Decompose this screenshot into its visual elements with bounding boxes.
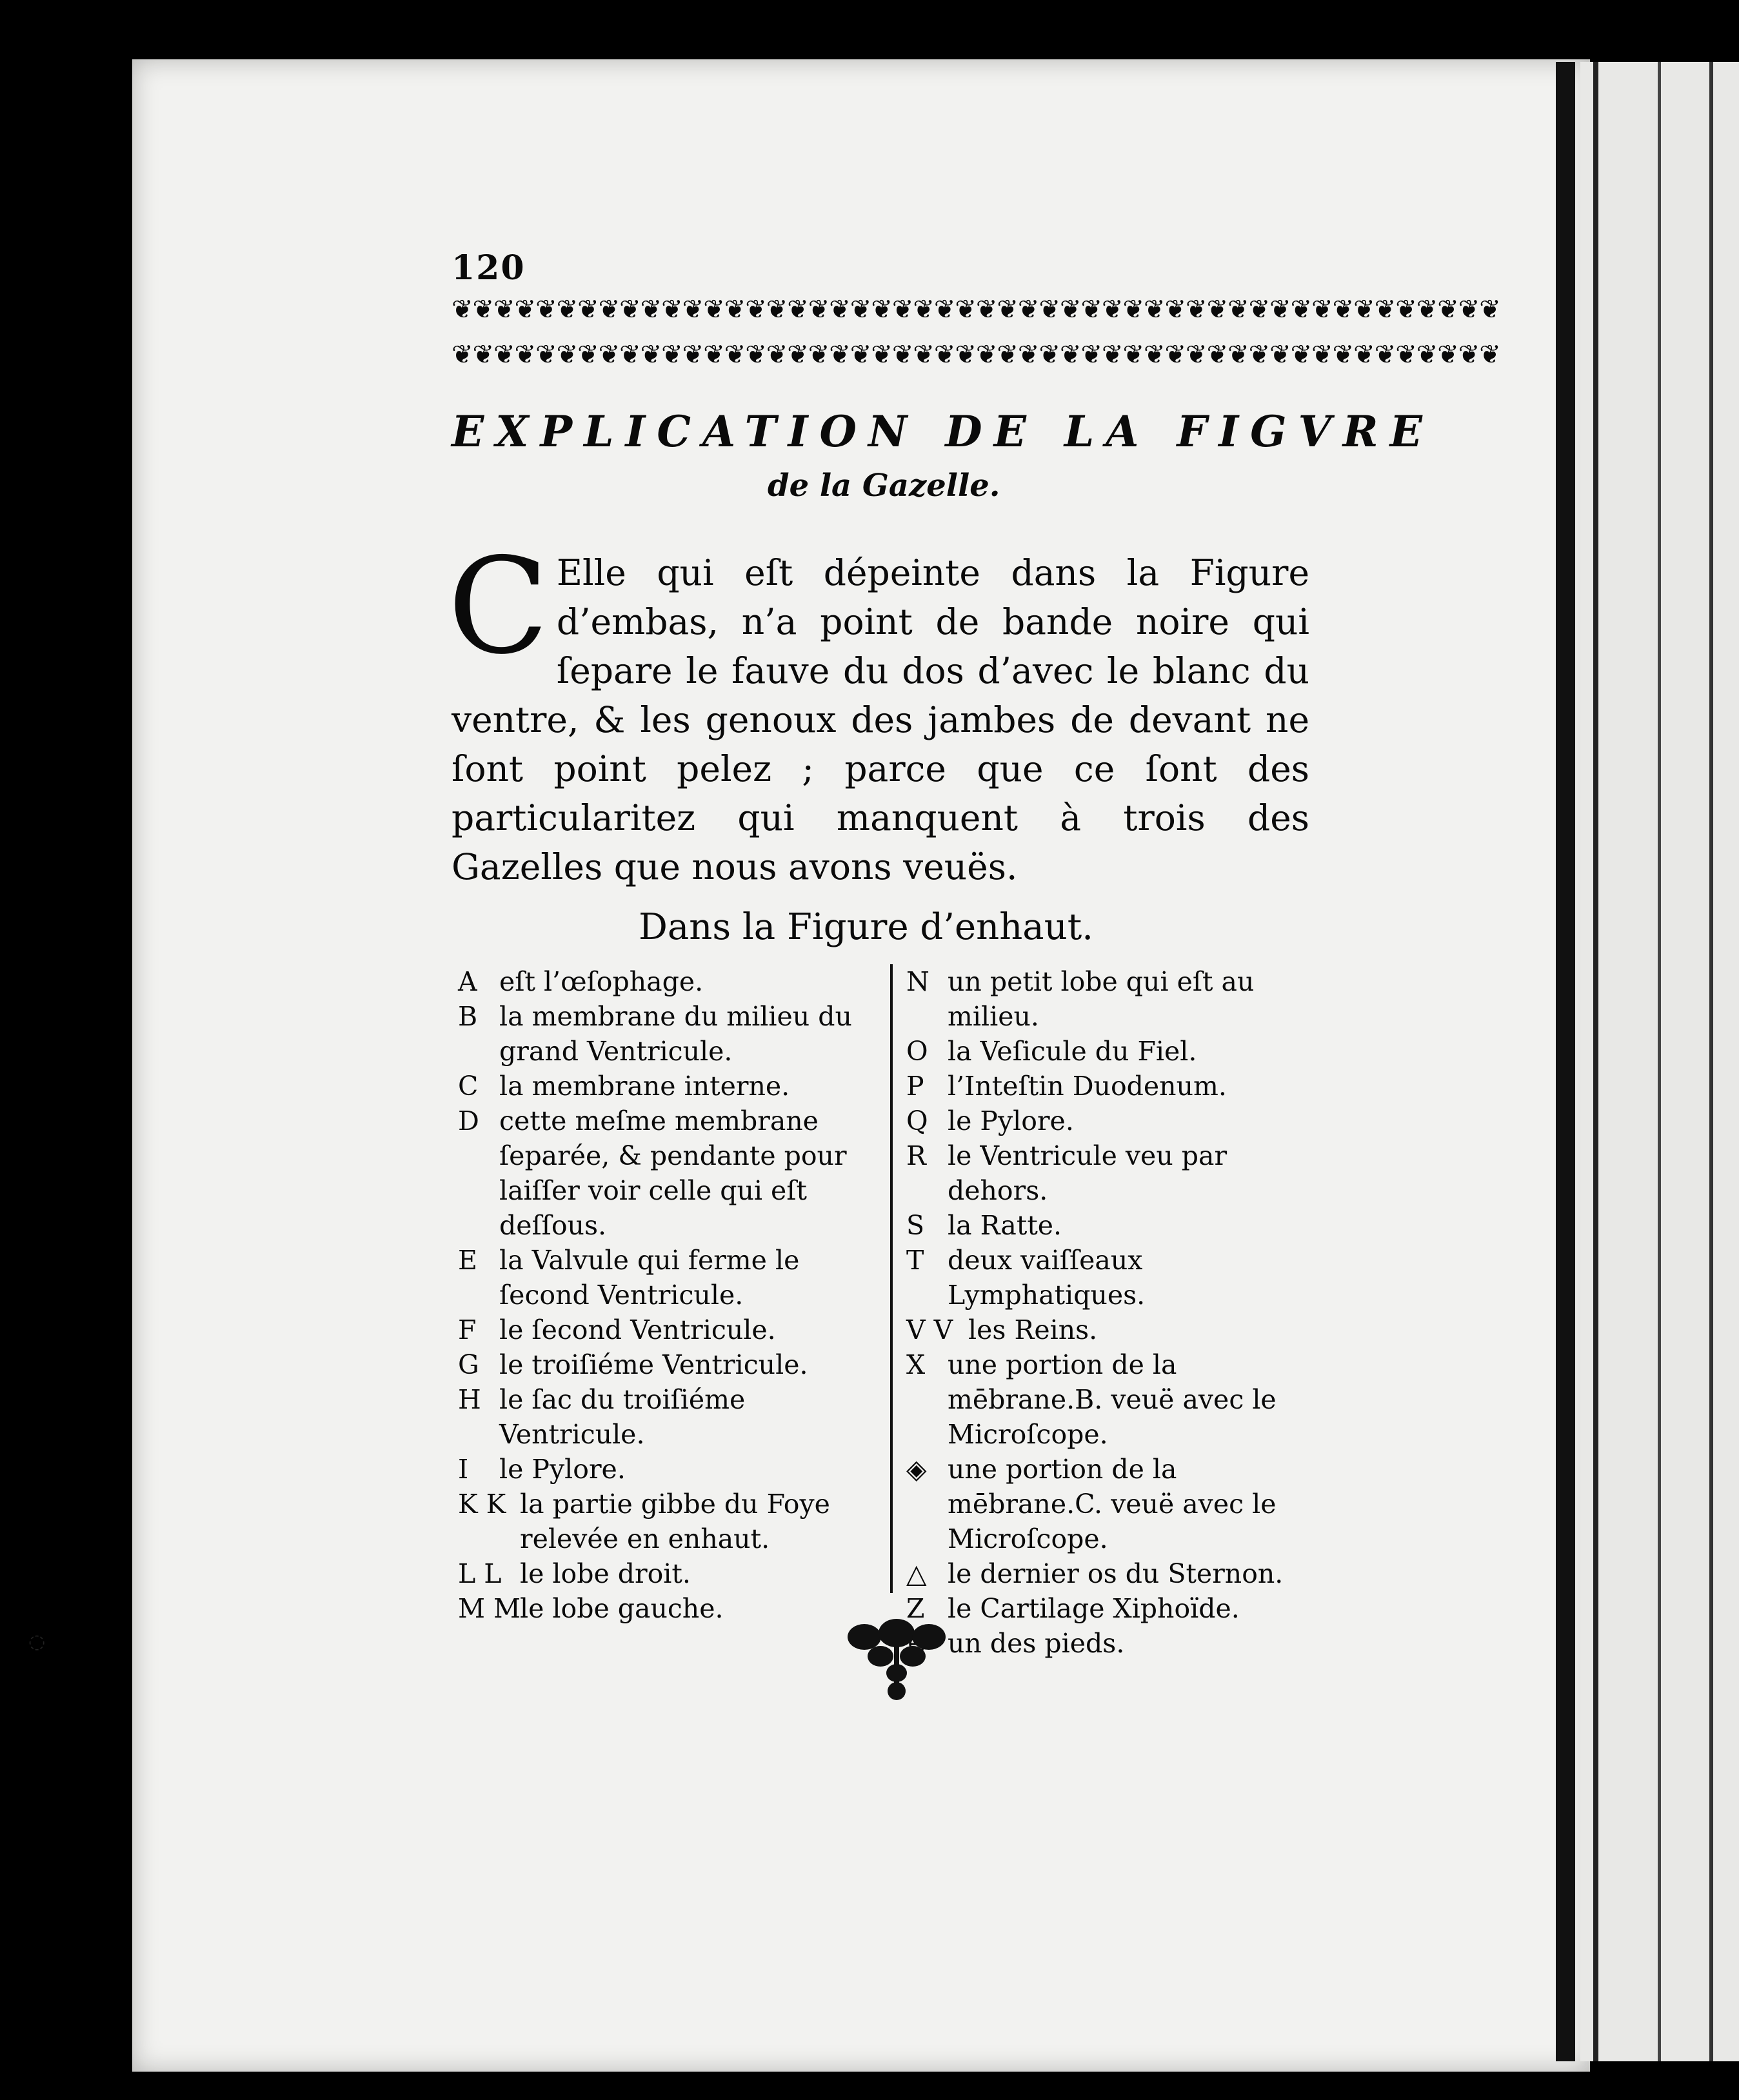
paragraph-text: Elle qui eſt dépeinte dans la Figure d’embas, n’a point de bande noire qui ſepare le fauve du dos d’avec le blanc du ventre, & les genoux des jambes de devant ne ſont point pelez ; parce que ce ſont des particularitez qui manquent à trois des Gazelles que nous avons veuës. [452, 552, 1309, 887]
legend-key: ◈ [906, 1454, 927, 1485]
section-heading: Dans la Figure d’enhaut. [639, 906, 1094, 948]
legend-item [458, 964, 884, 999]
legend-item [906, 1138, 1319, 1208]
legend-left-column [458, 964, 884, 1626]
legend-text: deux vaiſſeaux Lymphatiques. [948, 1245, 1146, 1311]
legend-item [906, 1034, 1319, 1069]
legend-key: H [458, 1384, 481, 1415]
legend-key: Q [906, 1105, 928, 1136]
legend-key: I [458, 1454, 469, 1485]
legend-item [458, 1104, 884, 1243]
facing-page-edge [1580, 62, 1739, 2061]
page-title: EXPLICATION DE LA FIGVRE [452, 406, 1434, 457]
legend-item [458, 999, 884, 1069]
margin-mark: ◌ [28, 1630, 46, 1653]
drop-cap: C [448, 530, 549, 684]
legend-text: le ſac du troiſiéme Ventricule. [499, 1384, 746, 1450]
legend-key: S [906, 1210, 925, 1241]
legend-text: une portion de la mēbrane.C. veuë avec le Microſcope. [948, 1454, 1277, 1554]
legend-text: la Veſicule du Fiel. [948, 1036, 1197, 1067]
legend-text: un des pieds. [948, 1628, 1125, 1659]
page-subtitle: de la Gazelle. [768, 468, 1000, 504]
legend-item [906, 1243, 1319, 1312]
legend-item [458, 1382, 884, 1452]
legend-item [906, 1312, 1319, 1347]
page-edge-line [1593, 62, 1598, 2061]
legend-text: le dernier os du Sternon. [948, 1558, 1284, 1589]
legend-text: la Ratte. [948, 1210, 1062, 1241]
legend-key: K K [458, 1489, 506, 1520]
legend-text: un petit lobe qui eſt au milieu. [948, 966, 1255, 1032]
legend-key: X [906, 1349, 926, 1380]
legend-item [458, 1069, 884, 1104]
legend-text: une portion de la mēbrane.B. veuë avec le Microſcope. [948, 1349, 1277, 1450]
legend-item [906, 1591, 1319, 1626]
legend-text: la membrane interne. [499, 1071, 790, 1102]
legend-item [458, 1591, 884, 1626]
legend-right-column [906, 964, 1319, 1661]
legend-key: O [906, 1036, 928, 1067]
legend-key: △ [906, 1558, 927, 1589]
legend-key: V V [906, 1314, 953, 1345]
legend-key: N [906, 966, 929, 997]
headpiece-ornament [452, 290, 1500, 374]
legend-text: le Pylore. [948, 1105, 1074, 1136]
legend-key: M M [458, 1593, 521, 1624]
legend-item [458, 1243, 884, 1312]
page-edge-line [1709, 62, 1713, 2061]
legend-item [906, 1347, 1319, 1452]
legend-text: cette meſme membrane ſeparée, & pendante pour laiſſer voir celle qui eſt deſſous. [499, 1105, 847, 1241]
legend-item [906, 1069, 1319, 1104]
legend-text: le troiſiéme Ventricule. [499, 1349, 808, 1380]
legend-item [906, 1556, 1319, 1591]
legend-key: L L [458, 1558, 502, 1589]
legend-item [458, 1347, 884, 1382]
legend-text: les Reins. [968, 1314, 1098, 1345]
fleuron-ornament [845, 1619, 948, 1709]
legend-text: le Ventricule veu par dehors. [948, 1140, 1227, 1206]
legend-key: T [906, 1245, 924, 1276]
ornament-row: ❦❦❦❦❦❦❦❦❦❦❦❦❦❦❦❦❦❦❦❦❦❦❦❦❦❦❦❦❦❦❦❦❦❦❦❦❦❦❦❦❦❦❦❦❦❦❦❦❦❦ [452, 340, 1500, 370]
legend-item [906, 1208, 1319, 1243]
legend-key: R [906, 1140, 926, 1171]
page-gutter [1556, 62, 1575, 2061]
legend-key: A [458, 966, 477, 997]
legend-item [458, 1556, 884, 1591]
legend-key: P [906, 1071, 924, 1102]
legend-text: l’Inteſtin Duodenum. [948, 1071, 1227, 1102]
column-divider [890, 964, 893, 1593]
page-number: 120 [452, 248, 526, 288]
legend-text: la membrane du milieu du grand Ventricule. [499, 1001, 852, 1067]
legend-text: le lobe gauche. [520, 1593, 724, 1624]
legend-key: C [458, 1071, 479, 1102]
page-edge-line [1658, 62, 1661, 2061]
legend-text: le Pylore. [499, 1454, 626, 1485]
ornament-row: ❦❦❦❦❦❦❦❦❦❦❦❦❦❦❦❦❦❦❦❦❦❦❦❦❦❦❦❦❦❦❦❦❦❦❦❦❦❦❦❦❦❦❦❦❦❦❦❦❦❦ [452, 295, 1500, 324]
legend-key: D [458, 1105, 479, 1136]
legend-key: E [458, 1245, 477, 1276]
legend-text: le Cartilage Xiphoïde. [948, 1593, 1240, 1624]
legend-item [906, 1626, 1319, 1661]
legend-text: la partie gibbe du Foye relevée en enhaut. [520, 1489, 830, 1554]
legend-key: F [458, 1314, 477, 1345]
legend-item [458, 1452, 884, 1487]
legend-item [906, 1104, 1319, 1138]
legend-text: la Valvule qui ferme le ſecond Ventricule. [499, 1245, 800, 1311]
legend-text: eſt l’œſophage. [499, 966, 704, 997]
legend-item [906, 964, 1319, 1034]
legend-text: le lobe droit. [520, 1558, 691, 1589]
legend-text: le ſecond Ventricule. [499, 1314, 776, 1345]
legend-item [458, 1487, 884, 1556]
legend-key: G [458, 1349, 479, 1380]
legend-key: Z [906, 1593, 925, 1624]
legend-key: B [458, 1001, 478, 1032]
legend-item [458, 1312, 884, 1347]
body-paragraph [448, 530, 1309, 891]
legend-item [906, 1452, 1319, 1556]
